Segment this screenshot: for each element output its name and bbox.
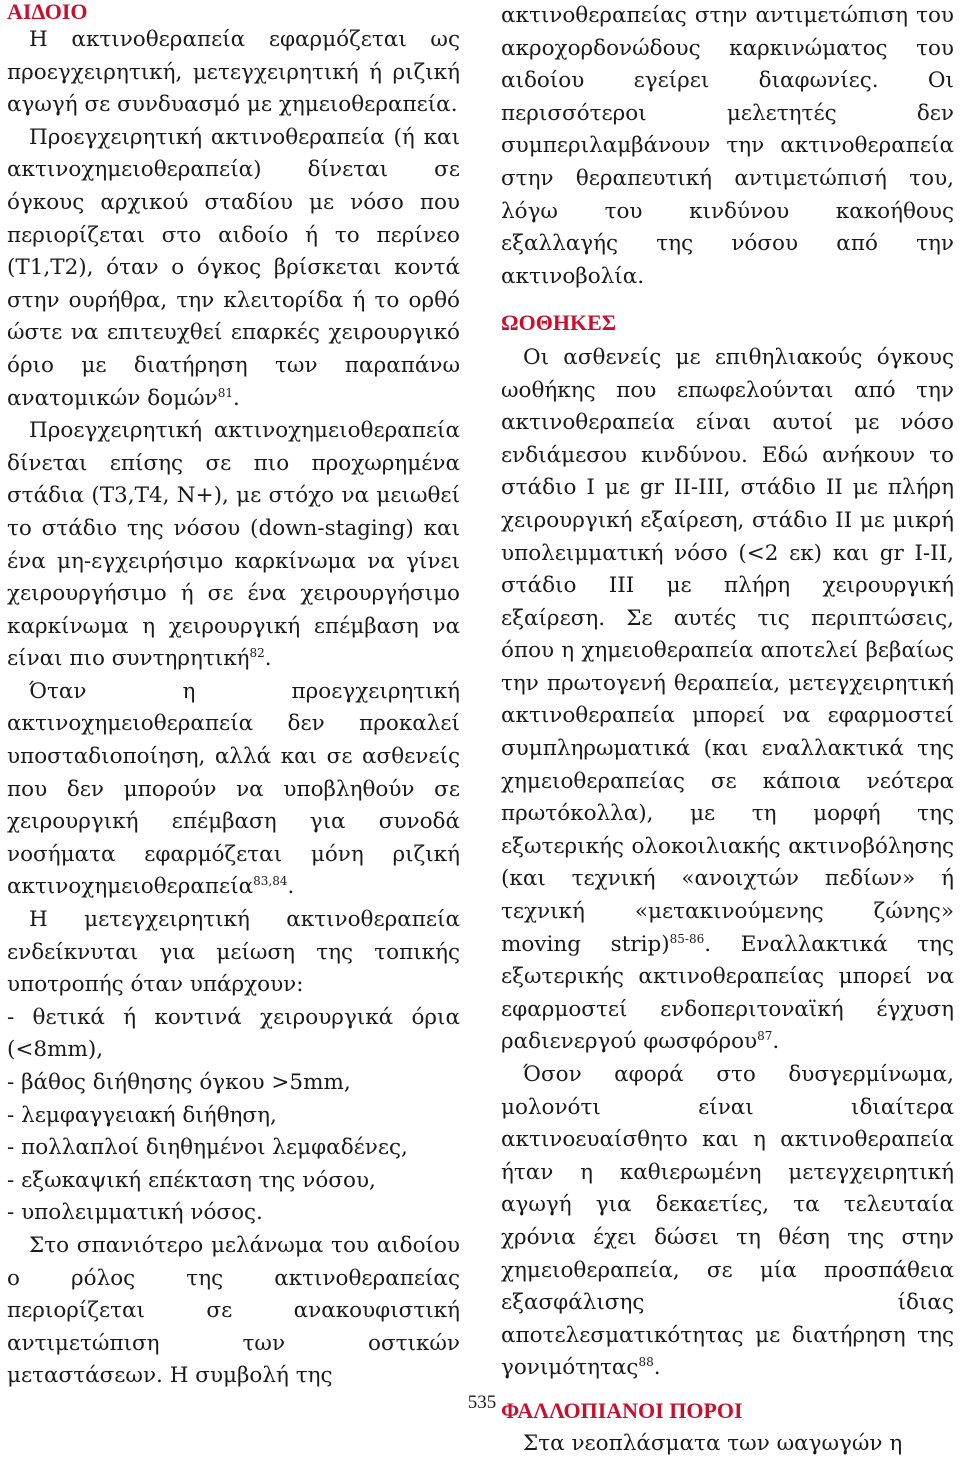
right-column [501,0,954,1460]
paragraph: Στα νεοπλάσματα των ωαγωγών η [523,1430,903,1456]
list-item: - θετικά ή κοντινά χειρουργικά όρια (<8mm), [7,1004,460,1063]
paragraph: Οι ασθενείς με επιθηλιακούς όγκους ωοθήκης που επωφελούνται από την ακτινοθεραπεία είναι αυτοί με νόσο ενδιάμεσου κινδύνου. Εδώ ανήκουν το στάδιο I με gr II-III, στάδιο II με πλήρη χειρουργική εξαίρεση, στάδιο II με μικρή υπολειμματική νόσο (<2 εκ) και gr I-II, στάδιο III με πλήρη χειρουργική εξαίρεση. Σε αυτές τις περιπτώσεις, όπου η χημειοθεραπεία αποτελεί βεβαίως την πρωτογενή θεραπεία, μετεγχειρητική ακτινοθεραπεία μπορεί να εφαρμοστεί συμπληρωματικά (και εναλλακτικά της χημειοθεραπείας σε κάποια νεότερα πρωτόκολλα), με τη μορφή της εξωτερικής ολοκοιλιακής ακτινοβόλησης (και τεχνική «ανοιχτών πεδίων» ή τεχνική «μετακινούμενης ζώνης» moving strip)$^{85-86}$. Εναλλακτικά της εξωτερικής ακτινοθεραπείας μπορεί να εφαρμοστεί ενδοπεριτοναϊκή έγχυση ραδιενεργού φωσφόρου$^{87}$. [501,344,954,1055]
list-item: - βάθος διήθησης όγκου >5mm, [7,1070,351,1095]
reference-number: 82 [249,646,265,661]
paragraph: Όσον αφορά στο δυσγερμίνωμα, μολονότι είναι ιδιαίτερα ακτινοευαίσθητο και η ακτινοθεραπεία ήταν η καθιερωμένη μετεγχειρητική αγωγή για δεκαετίες, τα τελευταία χρόνια έχει δώσει τη θέση της στην χημειοθεραπεία, σε μία προσπάθεια εξασφάλισης ίδιας αποτελεσματικότητας με διατήρηση της γονιμότητας$^{88}$. [501,1062,954,1381]
reference-number: 87 [757,1029,773,1044]
reference-number: 85-86 [669,931,705,946]
paragraph: Η μετεγχειρητική ακτινοθεραπεία ενδείκνυται για μείωση της τοπικής υποτροπής όταν υπάρχουν: [7,907,460,998]
section-heading-vulva: ΑΙΔΟΙΟ [7,0,88,24]
indication-list [7,1002,460,1230]
list-item: - λεμφαγγειακή διήθηση, [7,1102,277,1128]
list-item: - υπολειμματική νόσος. [7,1200,263,1226]
list-item: - εξωκαψική επέκταση της νόσου, [7,1167,376,1193]
paragraph: Η ακτινοθεραπεία εφαρμόζεται ως προεγχειρητική, μετεγχειρητική ή ριζική αγωγή σε συνδυασμό με χημειοθεραπεία. [7,27,460,118]
left-column [7,0,460,1393]
paragraph: Όταν η προεγχειρητική ακτινοχημειοθεραπεία δεν προκαλεί υποσταδιοποίηση, αλλά και σε ασθενείς που δεν μπορούν να υποβληθούν σε χειρουργική επέμβαση για συνοδά νοσήματα εφαρμόζεται μόνη ριζική ακτινοχημειοθεραπεία$^{83,84}$. [7,678,460,900]
section-heading-ovaries: ΩΟΘΗΚΕΣ [501,310,617,336]
paragraph: Στο σπανιότερο μελάνωμα του αιδοίου ο ρόλος της ακτινοθεραπείας περιορίζεται σε ανακουφιστική αντιμετώπιση των οστικών μεταστάσεων. Η συμβολή της [7,1232,460,1389]
reference-number: 88 [638,1355,654,1370]
reference-number: 83,84 [253,874,288,889]
paragraph: Προεγχειρητική ακτινοθεραπεία (ή και ακτινοχημειοθεραπεία) δίνεται σε όγκους αρχικού σταδίου με νόσο που περιορίζεται στο αιδοίο ή το περίνεο (T1,T2), όταν ο όγκος βρίσκεται κοντά στην ουρήθρα, την κλειτορίδα ή το ορθό ώστε να επιτευχθεί επαρκές χειρουργικό όριο με διατήρηση των παραπάνω ανατομικών δομών$^{81}$. [7,124,460,411]
paragraph: Προεγχειρητική ακτινοχημειοθεραπεία δίνεται επίσης σε πιο προχωρημένα στάδια (T3,T4, N+), με στόχο να μειωθεί το στάδιο της νόσου (down-staging) και ένα μη-εγχειρήσιμο καρκίνωμα να γίνει χειρουργήσιμο ή σε ένα χειρουργήσιμο καρκίνωμα η χειρουργική επέμβαση να είναι πιο συντηρητική$^{82}$. [7,418,460,672]
list-item: - πολλαπλοί διηθημένοι λεμφαδένες, [7,1135,408,1161]
paragraph: ακτινοθεραπείας στην αντιμετώπιση του ακροχορδονώδους καρκινώματος του αιδοίου εγείρει διαφωνίες. Οι περισσότεροι μελετητές δεν συμπεριλαμβάνουν την ακτινοθεραπεία στην θεραπευτική αντιμετώπισή του, λόγω του κινδύνου κακοήθους εξαλλαγής της νόσου από την ακτινοβολία. [501,3,954,289]
reference-number: 81 [217,385,233,400]
section-heading-fallopian-tubes: ΦΑΛΛΟΠΙΑΝΟΙ ΠΟΡΟΙ [501,1397,743,1423]
page-number: 535 [467,1392,497,1413]
